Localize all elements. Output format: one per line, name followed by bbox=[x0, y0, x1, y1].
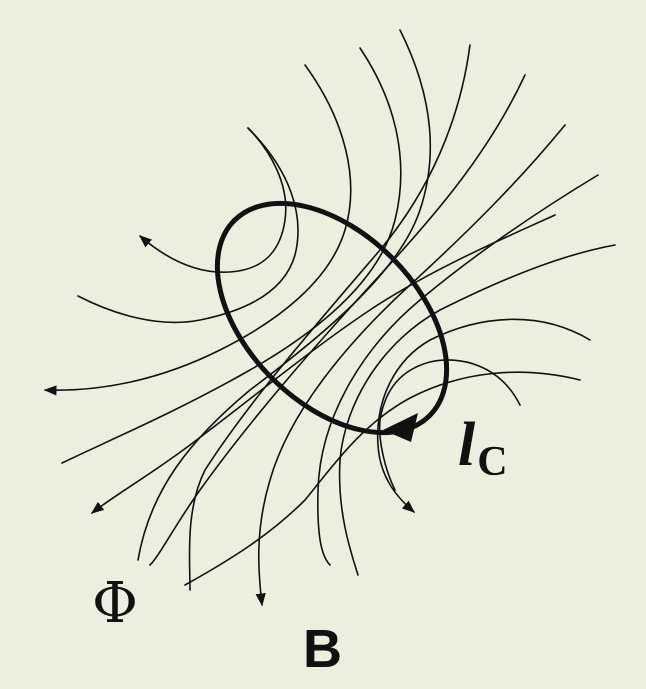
loop-ellipse bbox=[174, 160, 489, 475]
field-line-4 bbox=[259, 125, 565, 605]
field-line-11 bbox=[78, 128, 298, 322]
field-line-1 bbox=[138, 30, 430, 560]
field-line-9 bbox=[62, 48, 401, 463]
loop-arrowhead-icon bbox=[383, 413, 418, 442]
loop-label bbox=[458, 411, 508, 485]
loop-label-symbol: l bbox=[458, 411, 476, 479]
field-lines bbox=[45, 30, 615, 605]
field-line-10 bbox=[45, 65, 351, 390]
current-loop bbox=[174, 160, 489, 475]
field-label: B bbox=[303, 619, 342, 679]
loop-label-subscript: C bbox=[477, 439, 508, 485]
field-line-12 bbox=[140, 128, 286, 272]
flux-label: Φ bbox=[92, 571, 138, 636]
